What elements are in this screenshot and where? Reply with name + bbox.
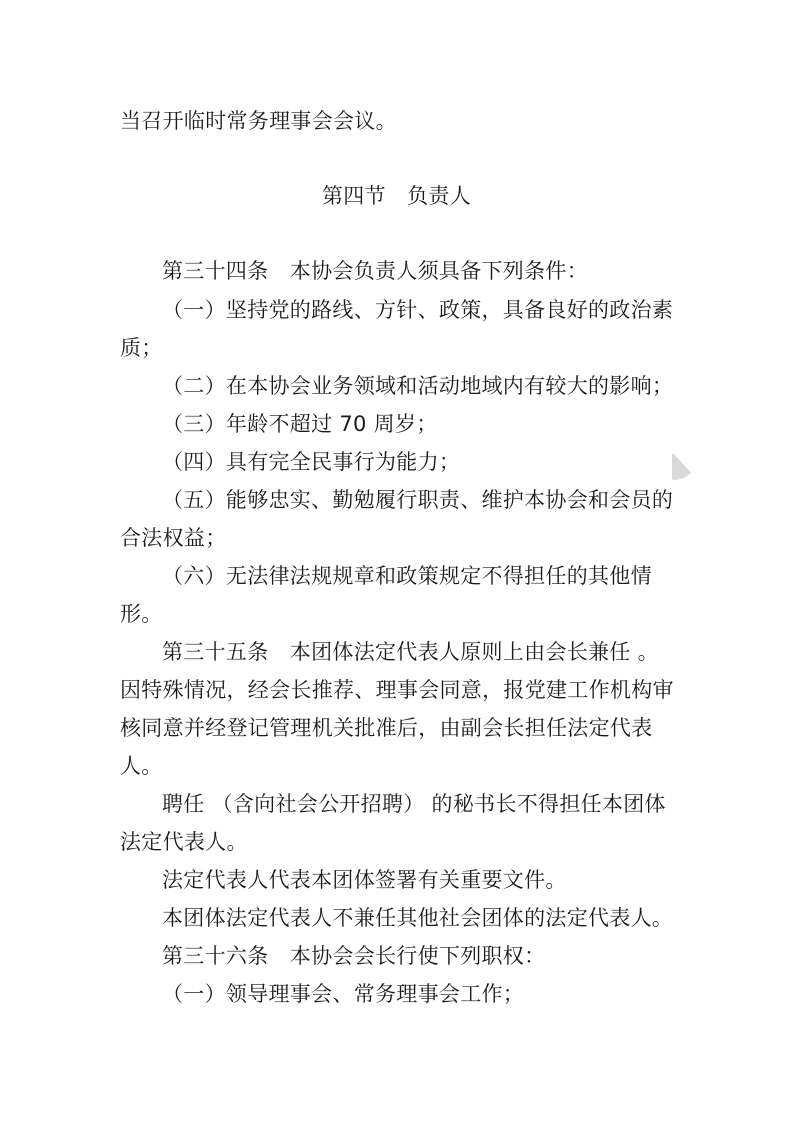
condition-5: （五）能够忠实、勤勉履行职责、维护本协会和会员的 xyxy=(162,488,674,512)
condition-2: （二）在本协会业务领域和活动地域内有较大的影响； xyxy=(162,374,674,398)
section-heading: 第四节 负责人 xyxy=(321,184,472,208)
article-35-line-4: 人。 xyxy=(120,754,163,778)
condition-6: （六）无法律法规规章和政策规定不得担任的其他情 xyxy=(162,564,652,588)
article-36-heading: 第三十六条 本协会会长行使下列职权： xyxy=(162,944,546,968)
article-35-para-2-cont: 法定代表人。 xyxy=(120,830,248,854)
article-35-para-2: 聘任 （含向社会公开招聘） 的秘书长不得担任本团体 xyxy=(162,792,666,816)
condition-1-cont: 质； xyxy=(120,336,163,360)
condition-5-cont: 合法权益； xyxy=(120,526,227,550)
article-35-heading: 第三十五条 本团体法定代表人原则上由会长兼任 。 xyxy=(162,640,659,664)
paragraph-line: 当召开临时常务理事会会议。 xyxy=(120,109,397,133)
article-35-para-4: 本团体法定代表人不兼任其他社会团体的法定代表人。 xyxy=(162,906,674,930)
article-35-para-3: 法定代表人代表本团体签署有关重要文件。 xyxy=(162,868,567,892)
article-35-line-3: 核同意并经登记管理机关批准后，由副会长担任法定代表 xyxy=(120,716,653,740)
article-35-line-2: 因特殊情况，经会长推荐、理事会同意，报党建工作机构审 xyxy=(120,678,674,702)
condition-4: （四）具有完全民事行为能力； xyxy=(162,450,461,474)
article-34-heading: 第三十四条 本协会负责人须具备下列条件： xyxy=(162,259,588,283)
article-36-item-1: （一）领导理事会、常务理事会工作； xyxy=(162,982,525,1006)
condition-6-cont: 形。 xyxy=(120,602,163,626)
condition-1: （一）坚持党的路线、方针、政策，具备良好的政治素 xyxy=(162,298,674,322)
condition-3: （三）年龄不超过 70 周岁； xyxy=(162,412,438,436)
